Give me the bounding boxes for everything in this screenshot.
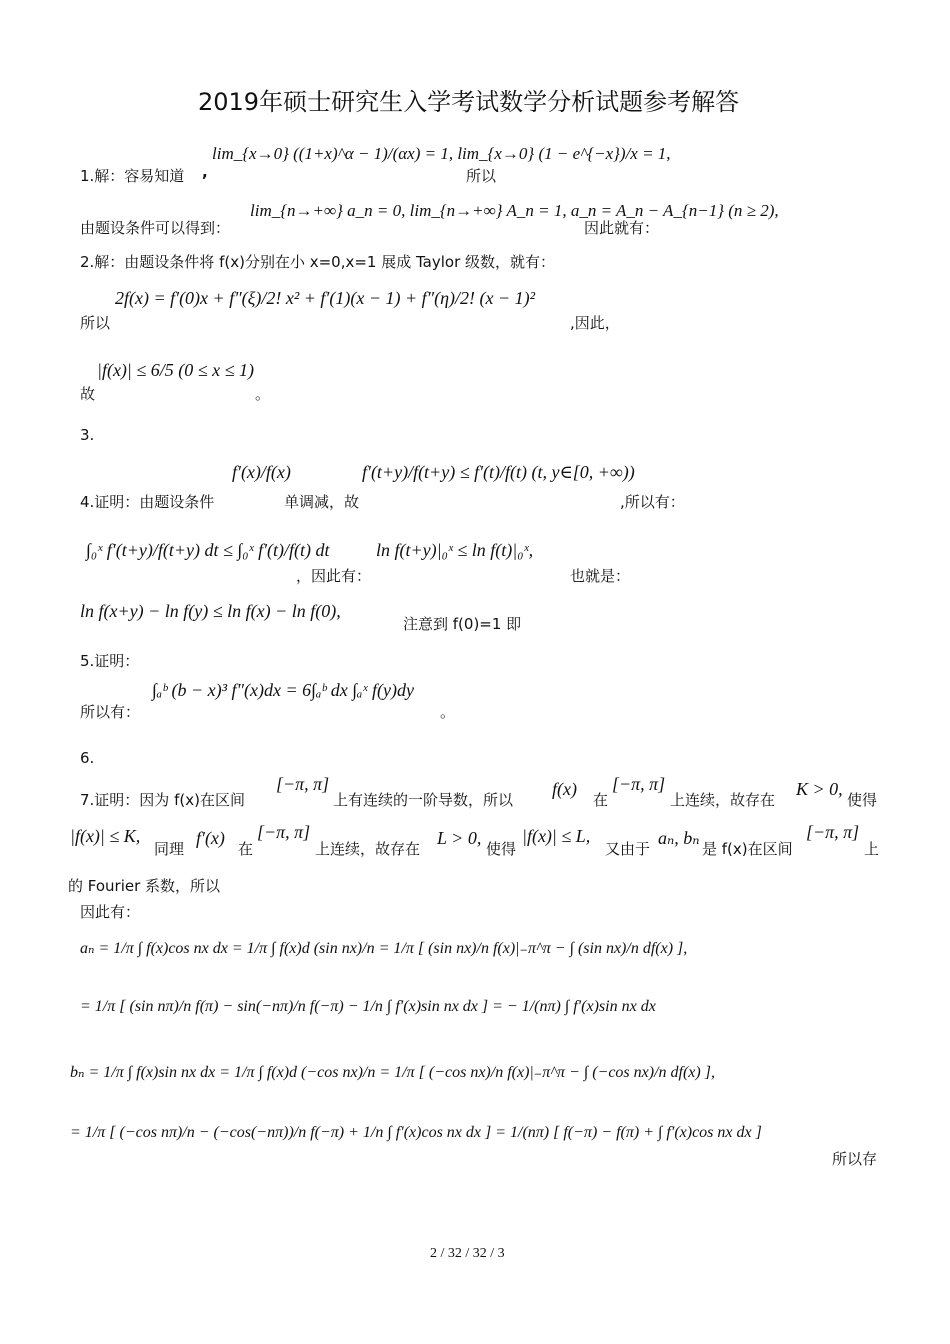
q4-inequality-formula: f′(t+y)/f(t+y) ≤ f′(t)/f(t) (t, y∈[0, +∞)) (362, 462, 635, 482)
q7-text4: 使得 (847, 791, 878, 809)
q2-taylor-formula: 2f(x) = f′(0)x + f″(ξ)/2! x² + f′(1)(x − 1) + f″(η)/2! (x − 1)² (115, 288, 536, 308)
eq-bn-line2: = 1/π [ (−cos nπ)/n − (−cos(−nπ))/n f(−π) + 1/n ∫ f′(x)cos nx dx ] = 1/(nπ) [ f(−π) − f(π) + ∫ f′(x)cos nx dx ] (70, 1124, 762, 1141)
q7-interval-2: [−π, π] (612, 774, 666, 794)
q7b-text7: 上 (864, 840, 880, 858)
q7-fx: f(x) (552, 779, 577, 799)
q7b-interval-2: [−π, π] (806, 822, 860, 842)
q4-ratio-formula: f′(x)/f(x) (232, 462, 291, 482)
q2b-prefix: 故 (80, 385, 96, 403)
q7d-text: 因此有： (80, 903, 141, 921)
q7b-text6: 是 f(x)在区间 (702, 840, 793, 858)
q1-suffix: 所以 (466, 167, 497, 185)
q7b-bound-L: |f(x)| ≤ L, (522, 826, 591, 846)
q2-prefix: 所以 (80, 314, 111, 332)
q5-suffix: 。 (440, 703, 456, 721)
q7b-fpx: f′(x) (196, 828, 225, 848)
q7c-text: 的 Fourier 系数，所以 (68, 877, 221, 895)
q5-formula: ∫ₐᵇ (b − x)³ f″(x)dx = 6∫ₐᵇ dx ∫ₐˣ f(y)dy (152, 680, 414, 700)
q1b-suffix: 因此就有： (584, 219, 660, 237)
q4b-suffix: 也就是： (570, 567, 631, 585)
q7b-interval: [−π, π] (257, 822, 311, 842)
eq-an-line1: aₙ = 1/π ∫ f(x)cos nx dx = 1/π ∫ f(x)d (sin nx)/n = 1/π [ (sin nx)/n f(x)|₋π^π − ∫ (sin nx)/n df(x) ], (80, 940, 688, 957)
q6-label: 6. (80, 749, 95, 767)
q7b-bound-K: |f(x)| ≤ K, (70, 826, 141, 846)
q7b-text4: 使得 (486, 840, 517, 858)
q4b-integral-formula: ∫₀ˣ f′(t+y)/f(t+y) dt ≤ ∫₀ˣ f′(t)/f(t) dt (86, 540, 330, 560)
q7b-text1: 同理 (154, 840, 185, 858)
q7b-text5: 又由于 (605, 840, 651, 858)
q7-text3: 上连续，故存在 (670, 791, 776, 809)
q7-text2: 在 (593, 791, 609, 809)
q4b-mid: ，因此有： (296, 567, 372, 585)
q3-label: 3. (80, 426, 95, 444)
eq-an-line2: = 1/π [ (sin nπ)/n f(π) − sin(−nπ)/n f(−π) − 1/n ∫ f′(x)sin nx dx ] = − 1/(nπ) ∫ f′(x)sin nx dx (80, 998, 656, 1015)
q1b-formula: lim_{n→+∞} a_n = 0, lim_{n→+∞} A_n = 1, a_n = A_n − A_{n−1} (n ≥ 2), (250, 201, 779, 220)
eq-bn-suffix: 所以存 (832, 1150, 878, 1168)
q7-text1: 上有连续的一阶导数，所以 (333, 791, 514, 809)
q2b-suffix: 。 (255, 385, 271, 403)
q1-formula: lim_{x→0} ((1+x)^α − 1)/(αx) = 1, lim_{x→0} (1 − e^{−x})/x = 1, (212, 144, 671, 163)
q7-K: K > 0, (796, 779, 843, 799)
q2b-bound-formula: |f(x)| ≤ 6/5 (0 ≤ x ≤ 1) (97, 360, 254, 380)
q4-suffix: ,所以有： (620, 493, 685, 511)
q5-prefix: 所以有： (80, 703, 141, 721)
q7b-coefficients: aₙ, bₙ (658, 828, 700, 848)
q2-label: 2.解：由题设条件将 f(x)分别在小 x=0,x=1 展成 Taylor 级数，就有： (80, 253, 556, 271)
q7b-text2: 在 (238, 840, 254, 858)
q7b-L: L > 0, (437, 828, 482, 848)
page-title: 2019年硕士研究生入学考试数学分析试题参考解答 (198, 88, 740, 116)
q4-mid: 单调减，故 (284, 493, 360, 511)
q1-comma: , (202, 163, 208, 181)
q2-suffix: ,因此， (570, 314, 620, 332)
q7-label: 7.证明：因为 f(x)在区间 (80, 791, 245, 809)
q4c-suffix: 注意到 f(0)=1 即 (403, 615, 522, 633)
q5-label: 5.证明： (80, 652, 140, 670)
eq-bn-line1: bₙ = 1/π ∫ f(x)sin nx dx = 1/π ∫ f(x)d (−cos nx)/n = 1/π [ (−cos nx)/n f(x)|₋π^π − ∫ (−cos nx)/n df(x) ], (70, 1064, 715, 1081)
q7-interval: [−π, π] (276, 774, 330, 794)
q7b-text3: 上连续，故存在 (315, 840, 421, 858)
q1b-label: 由题设条件可以得到： (80, 219, 231, 237)
q4-label: 4.证明：由题设条件 (80, 493, 215, 511)
page-footer: 2 / 32 / 32 / 3 (430, 1246, 505, 1261)
q4b-log-formula: ln f(t+y)|₀ˣ ≤ ln f(t)|₀ˣ, (376, 540, 534, 560)
q1-label: 1.解：容易知道 (80, 167, 185, 185)
q4c-formula: ln f(x+y) − ln f(y) ≤ ln f(x) − ln f(0), (80, 601, 341, 621)
